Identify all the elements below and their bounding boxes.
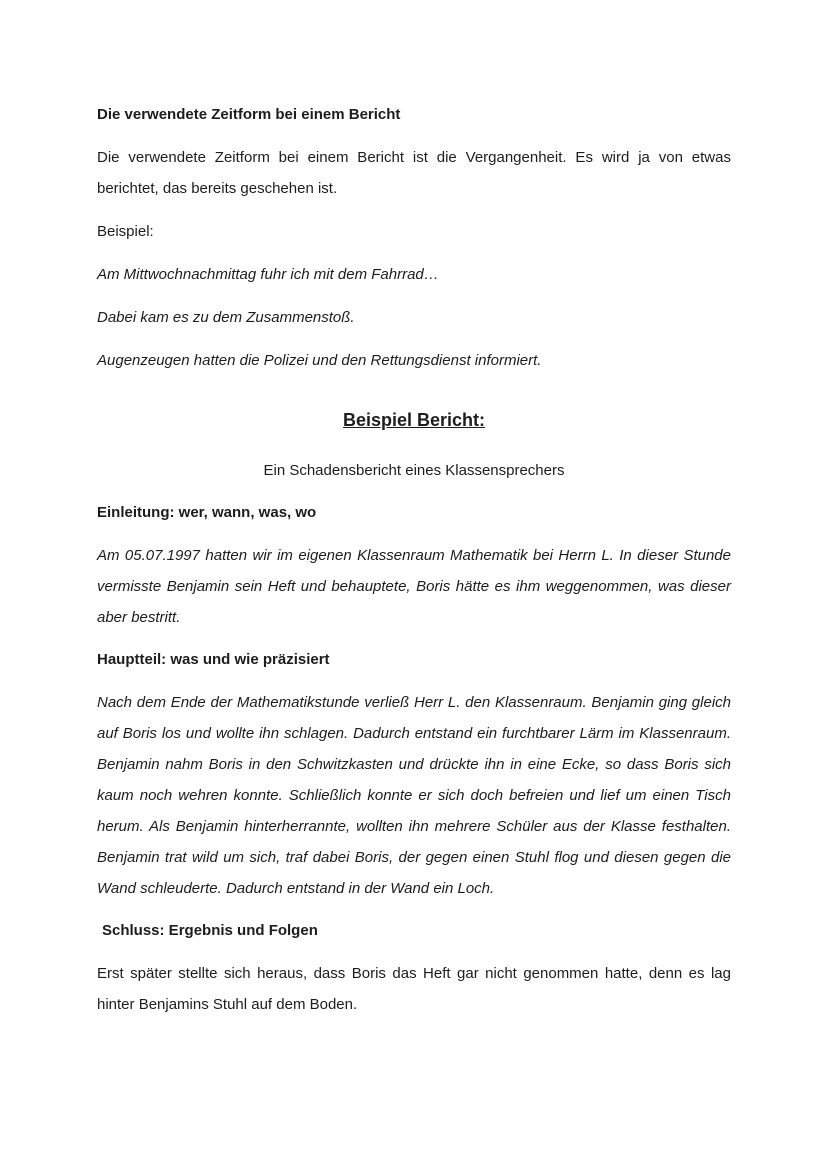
- block-body-hauptteil: Nach dem Ende der Mathematikstunde verließ Herr L. den Klassenraum. Benjamin ging gleich auf Boris los und wollte ihn schlagen. Dadurch entstand ein furchtbarer Lärm im Klassenraum. Benjamin nahm Boris in den Schwitzkasten und drückte ihn in eine Ecke, so dass Boris sich kaum noch wehren konnte. Schließlich konnte er sich doch befreien und lief um einen Tisch herum. Als Benjamin hinterherrannte, wollten ihn mehrere Schüler aus der Klasse festhalten. Benjamin trat wild um sich, traf dabei Boris, der gegen einen Stuhl flog und diesen gegen die Wand schleuderte. Dadurch entstand in der Wand ein Loch.: [97, 694, 731, 897]
- example-line-2: Dabei kam es zu dem Zusammenstoß.: [97, 309, 355, 326]
- block-heading-schluss: Schluss: Ergebnis und Folgen: [102, 922, 318, 939]
- example-line-3: Augenzeugen hatten die Polizei und den Rettungsdienst informiert.: [97, 352, 542, 369]
- report-title: Beispiel Bericht:: [342, 410, 486, 430]
- example-label: Beispiel:: [97, 223, 154, 240]
- block-body-einleitung: Am 05.07.1997 hatten wir im eigenen Klassenraum Mathematik bei Herrn L. In dieser Stunde vermisste Benjamin sein Heft und behauptete, Boris hätte es ihm weggenommen, was dieser aber bestritt.: [97, 547, 731, 626]
- intro-heading: Die verwendete Zeitform bei einem Bericht: [97, 106, 401, 123]
- block-heading-einleitung: Einleitung: wer, wann, was, wo: [97, 504, 317, 521]
- block-heading-hauptteil: Hauptteil: was und wie präzisiert: [97, 651, 330, 668]
- report-subtitle: Ein Schadensbericht eines Klassensprechers: [263, 462, 565, 479]
- block-body-schluss: Erst später stellte sich heraus, dass Boris das Heft gar nicht genommen hatte, denn es lag hinter Benjamins Stuhl auf dem Boden.: [97, 965, 731, 1013]
- intro-paragraph: Die verwendete Zeitform bei einem Bericht ist die Vergangenheit. Es wird ja von etwas berichtet, das bereits geschehen ist.: [97, 149, 731, 197]
- example-line-1: Am Mittwochnachmittag fuhr ich mit dem Fahrrad…: [97, 266, 439, 283]
